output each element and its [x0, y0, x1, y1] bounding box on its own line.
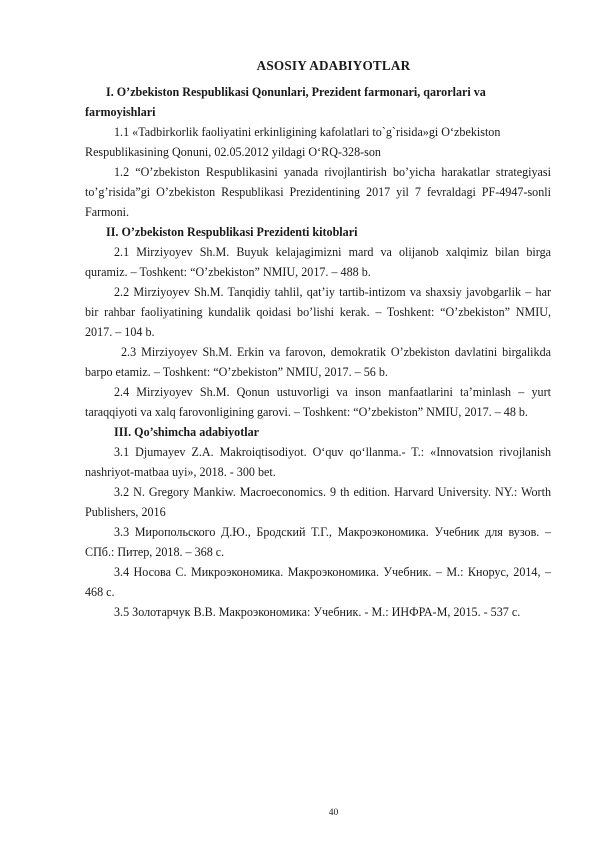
reference-item-3-1: 3.1 Djumayev Z.A. Makroiqtisodiyot. O‘quv qo‘llanma.- T.: «Innovatsion rivojlanish nashriyot-matbaa uyi», 2018. - 300 bet. [85, 445, 551, 479]
reference-item-2-2: 2.2 Mirziyoyev Sh.M. Tanqidiy tahlil, qat’iy tartib-intizom va shaxsiy javobgarlik – har bir rahbar faoliyatining kundalik qoidasi bo’lishi kerak. – Toshkent: “O’zbekiston” NMIU, 2017. – 104 b. [85, 285, 551, 339]
reference-item-3-4: 3.4 Носова С. Микроэкономика. Макроэкономика. Учебник. – М.: Кнорус, 2014, – 468 с. [85, 565, 551, 599]
page-number: 40 [328, 808, 339, 818]
section-heading-laws: I. O’zbekiston Respublikasi Qonunlari, Prezident farmonari, qarorlari va farmoyishlari [85, 85, 486, 119]
section-heading-additional: III. Qo’shimcha adabiyotlar [114, 425, 260, 439]
reference-item-2-1: 2.1 Mirziyoyev Sh.M. Buyuk kelajagimizni mard va olijanob xalqimiz bilan birga quramiz. – Toshkent: “O’zbekiston” NMIU, 2017. – 488 b. [85, 245, 551, 279]
reference-item-1-2: 1.2 “O’zbekiston Respublikasini yanada rivojlantirish bo’yicha harakatlar strategiyasi to’g’risida”gi O’zbekiston Respublikasi Prezidentining 2017 yil 7 fevraldagi PF-4947-sonli Farmoni. [85, 165, 551, 219]
reference-item-3-5: 3.5 Золотарчук В.В. Макроэкономика: Учебник. - М.: ИНФРА-М, 2015. - 537 с. [114, 605, 521, 619]
references-list [85, 82, 551, 622]
reference-item-3-2: 3.2 N. Gregory Mankiw. Macroeconomics. 9 th edition. Harvard University. NY.: Worth Publishers, 2016 [85, 485, 551, 519]
section-heading-president-books: II. O’zbekiston Respublikasi Prezidenti kitoblari [106, 225, 358, 239]
reference-item-2-3: 2.3 Mirziyoyev Sh.M. Erkin va farovon, demokratik O’zbekiston davlatini birgalikda barpo etamiz. – Toshkent: “O’zbekiston” NMIU, 2017. – 56 b. [85, 345, 551, 379]
reference-item-1-1: 1.1 «Tadbirkorlik faoliyatini erkinligining kafolatlari to`g`risida»gi O‘zbekiston Respublikasining Qonuni, 02.05.2012 yildagi O‘RQ-328-son [85, 125, 501, 159]
reference-item-2-4: 2.4 Mirziyoyev Sh.M. Qonun ustuvorligi va inson manfaatlarini ta’minlash – yurt taraqqiyoti va xalq farovonligining garovi. – Toshkent: “O’zbekiston” NMIU, 2017. – 48 b. [85, 385, 551, 419]
reference-item-3-3: 3.3 Миропольского Д.Ю., Бродский Т.Г., Макроэкономика. Учебник для вузов. – СПб.: Питер, 2018. – 368 с. [85, 525, 551, 559]
page-title: ASOSIY ADABIYOTLAR [256, 58, 411, 73]
